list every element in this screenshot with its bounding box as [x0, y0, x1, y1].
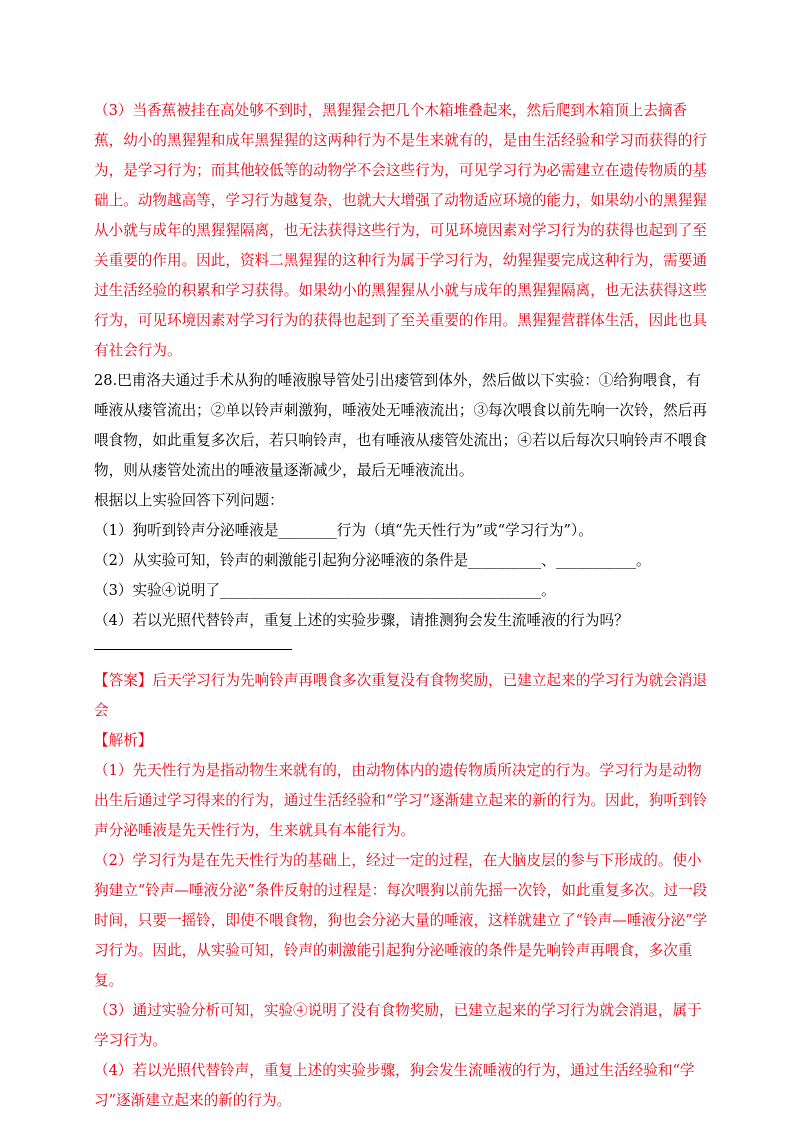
analysis-part-4: （4）若以光照代替铃声，重复上述的实验步骤，狗会发生流唾液的行为，通过生活经验和“学习”逐渐建立起来的新的行为。 [94, 1062, 695, 1109]
answer-blank-line [94, 648, 292, 650]
sub-question-2: （2）从实验可知，铃声的刺激能引起狗分泌唾液的条件是__________、___________。 [94, 552, 651, 569]
answer-text: 后天学习行为先响铃声再喂食多次重复没有食物奖励，已建立起来的学习行为就会消退会 [94, 672, 707, 719]
sub-question-1: （1）狗听到铃声分泌唾液是________行为（填“先天性行为”或“学习行为”）。 [94, 522, 593, 539]
sub-question-3: （3）实验④说明了____________________________________________。 [94, 582, 556, 599]
analysis-part-2: （2）学习行为是在先天性行为的基础上，经过一定的过程，在大脑皮层的参与下形成的。使小狗建立“铃声—唾液分泌”条件反射的过程是：每次喂狗以前先摇一次铃，如此重复多次。过一段时间，只要一摇铃，即使不喂食物，狗也会分泌大量的唾液，这样就建立了“铃声—唾液分泌”学习行为。因此，从实验可知，铃声的刺激能引起狗分泌唾液的条件是先响铃声再喂食，多次重复。 [94, 852, 708, 989]
question-prompt: 根据以上实验回答下列问题： [94, 492, 284, 509]
answer-tag: 【答案】 [94, 672, 153, 689]
analysis-tag: 【解析】 [94, 732, 153, 749]
answer-line [94, 666, 710, 726]
question-28-stem: 28.巴甫洛夫通过手术从狗的唾液腺导管处引出瘘管到体外，然后做以下实验：①给狗喂食，有唾液从瘘管流出；②单以铃声刺激狗，唾液处无唾液流出；③每次喂食以前先响一次铃，然后再喂食物，如此重复多次后，若只响铃声，也有唾液从瘘管处流出；④若以后每次只响铃声不喂食物，则从瘘管处流出的唾液量逐渐减少，最后无唾液流出。 [94, 372, 707, 479]
analysis-part-3: （3）通过实验分析可知，实验④说明了没有食物奖励，已建立起来的学习行为就会消退，属于学习行为。 [94, 1002, 702, 1049]
document-page [94, 96, 710, 1116]
sub-question-4: （4）若以光照代替铃声，重复上述的实验步骤，请推测狗会发生流唾液的行为吗？ [94, 612, 629, 629]
analysis-part-1: （1）先天性行为是指动物生来就有的，由动物体内的遗传物质所决定的行为。学习行为是动物出生后通过学习得来的行为，通过生活经验和“学习”逐渐建立起来的新的行为。因此，狗听到铃声分泌唾液是先天性行为，生来就具有本能行为。 [94, 762, 708, 839]
previous-analysis-part-3: （3）当香蕉被挂在高处够不到时，黑猩猩会把几个木箱堆叠起来，然后爬到木箱顶上去摘香蕉，幼小的黑猩猩和成年黑猩猩的这两种行为不是生来就有的，是由生活经验和学习而获得的行为，是学习行为；而其他较低等的动物学不会这些行为，可见学习行为必需建立在遗传物质的基础上。动物越高等，学习行为越复杂，也就大大增强了动物适应环境的能力，如果幼小的黑猩猩从小就与成年的黑猩猩隔离，也无法获得这些行为，可见环境因素对学习行为的获得也起到了至关重要的作用。因此，资料二黑猩猩的这种行为属于学习行为，幼猩猩要完成这种行为，需要通过生活经验的积累和学习获得。如果幼小的黑猩猩从小就与成年的黑猩猩隔离，也无法获得这些行为，可见环境因素对学习行为的获得也起到了至关重要的作用。黑猩猩营群体生活，因此也具有社会行为。 [94, 102, 707, 359]
